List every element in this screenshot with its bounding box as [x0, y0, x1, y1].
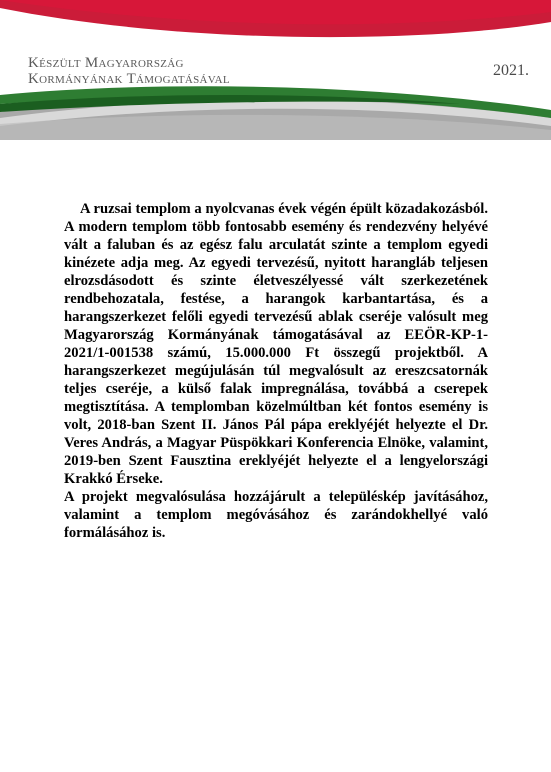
header-banner — [0, 0, 551, 140]
paragraph-2: A projekt megvalósulása hozzájárult a településkép javításához, valamint a templom megóvásához és zarándokhellyé való formálásához is. — [64, 489, 488, 541]
brand-text — [28, 55, 230, 87]
brand-line-2: Kormányának Támogatásával — [28, 71, 230, 87]
brand-line-1: Készült Magyarország — [28, 55, 184, 71]
document-body — [64, 200, 488, 542]
year-label: 2021. — [493, 62, 529, 79]
paragraph-1: A ruzsai templom a nyolcvanas évek végén épült közadakozásból. A modern templom több fontosabb esemény és rendezvény helyévé vált a faluban és az egész falu arculatát szinte a templom egyedi kinézete adja meg. Az egyedi tervezésű, nyitott harangláb teljesen elrozsdásodott és szinte életveszélyessé vált szerkezetének rendbehozatala, festése, a harangok karbantartása, és a harangszerkezet felőli egyedi tervezésű ablak cseréje valósult meg Magyarország Kormányának támogatásával az EEÖR-KP-1-2021/1-001538 számú, 15.000.000 Ft összegű projektből. A harangszerkezet megújulásán túl megvalósult az ereszcsatornák teljes cseréje, a külső falak impregnálása, továbbá a cserepek megtisztítása. A templomban közelmúltban két fontos esemény is volt, 2018-ban Szent II. János Pál pápa ereklyéjét helyezte el Dr. Veres András, a Magyar Püspökkari Konferencia Elnöke, valamint, 2019-ben Szent Fausztina ereklyéjét helyezte el a lengyelországi Krakkó Érseke. — [64, 201, 488, 487]
